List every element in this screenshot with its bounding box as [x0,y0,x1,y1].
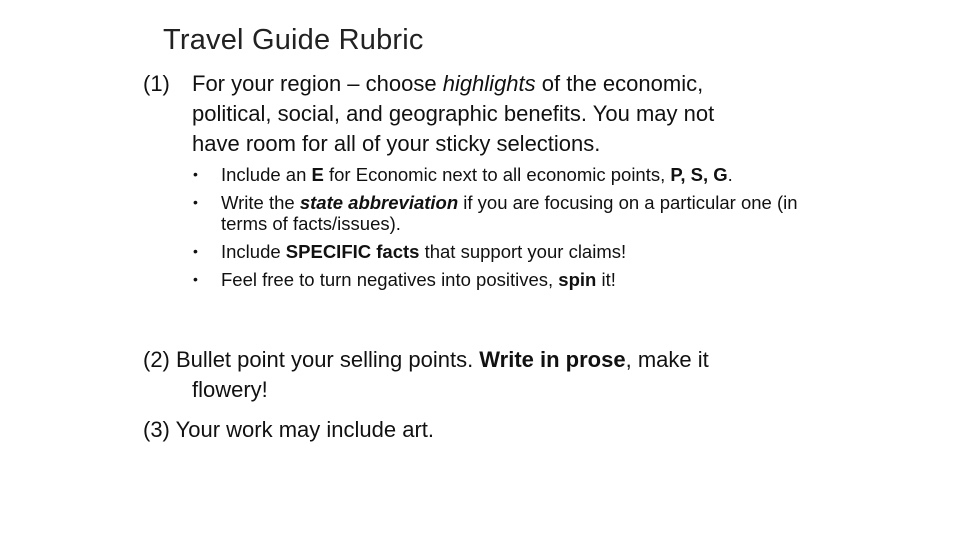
item-2-text-b: , make it [625,347,709,372]
bullet-3-text-b: that support your claims! [419,241,627,262]
rubric-item-3 [143,415,823,445]
item-1-line-2: political, social, and geographic benefits. You may not [192,101,715,126]
rubric-item-2 [143,345,823,405]
bullet-1-bold-e: E [311,164,324,185]
bullet-3-bold: SPECIFIC facts [285,241,420,262]
item-3-text: (3) Your work may include art. [143,417,435,442]
bullet-1-text-a: Include an [221,164,312,185]
item-1-text-b: of the economic, [535,71,704,96]
bullet-2-text-b: if you are focusing on a particular one (in terms of facts/issues). [221,192,798,234]
slide-title: Travel Guide Rubric [163,24,424,56]
bullet-2-bold-italic: state abbreviation [299,192,459,213]
item-1-line-3: have room for all of your sticky selections. [192,131,601,156]
bullet-1-text-b: for Economic next to all economic points, [323,164,671,185]
item-2-line-2: flowery! [192,377,268,402]
bullet-economic-tags [193,164,813,185]
item-1-text-a: For your region – choose [192,71,443,96]
item-2-bold: Write in prose [479,347,626,372]
bullet-specific-facts [193,241,813,262]
bullet-marker: • [193,243,198,259]
rubric-item-1 [143,69,823,159]
bullet-marker: • [193,271,198,287]
rubric-item-2-line-1 [143,345,823,375]
bullet-marker: • [193,166,198,182]
bullet-1-bold-psg: P, S, G [670,164,728,185]
bullet-3-text-a: Include [221,241,286,262]
bullet-spin [193,269,813,290]
bullet-4-text-b: it! [596,269,616,290]
bullet-1-text-c: . [727,164,733,185]
item-1-number: (1) [143,71,170,96]
bullet-4-bold: spin [558,269,597,290]
bullet-4-text-a: Feel free to turn negatives into positives, [221,269,559,290]
item-1-bullet-list [193,164,813,297]
bullet-marker: • [193,194,198,210]
item-2-text-a: Bullet point your selling points. [169,347,480,372]
bullet-2-text-a: Write the [221,192,300,213]
rubric-item-1-line-1 [143,69,823,99]
bullet-state-abbreviation [193,192,813,234]
item-1-emphasis: highlights [442,71,536,96]
item-2-number: (2) [143,347,170,372]
